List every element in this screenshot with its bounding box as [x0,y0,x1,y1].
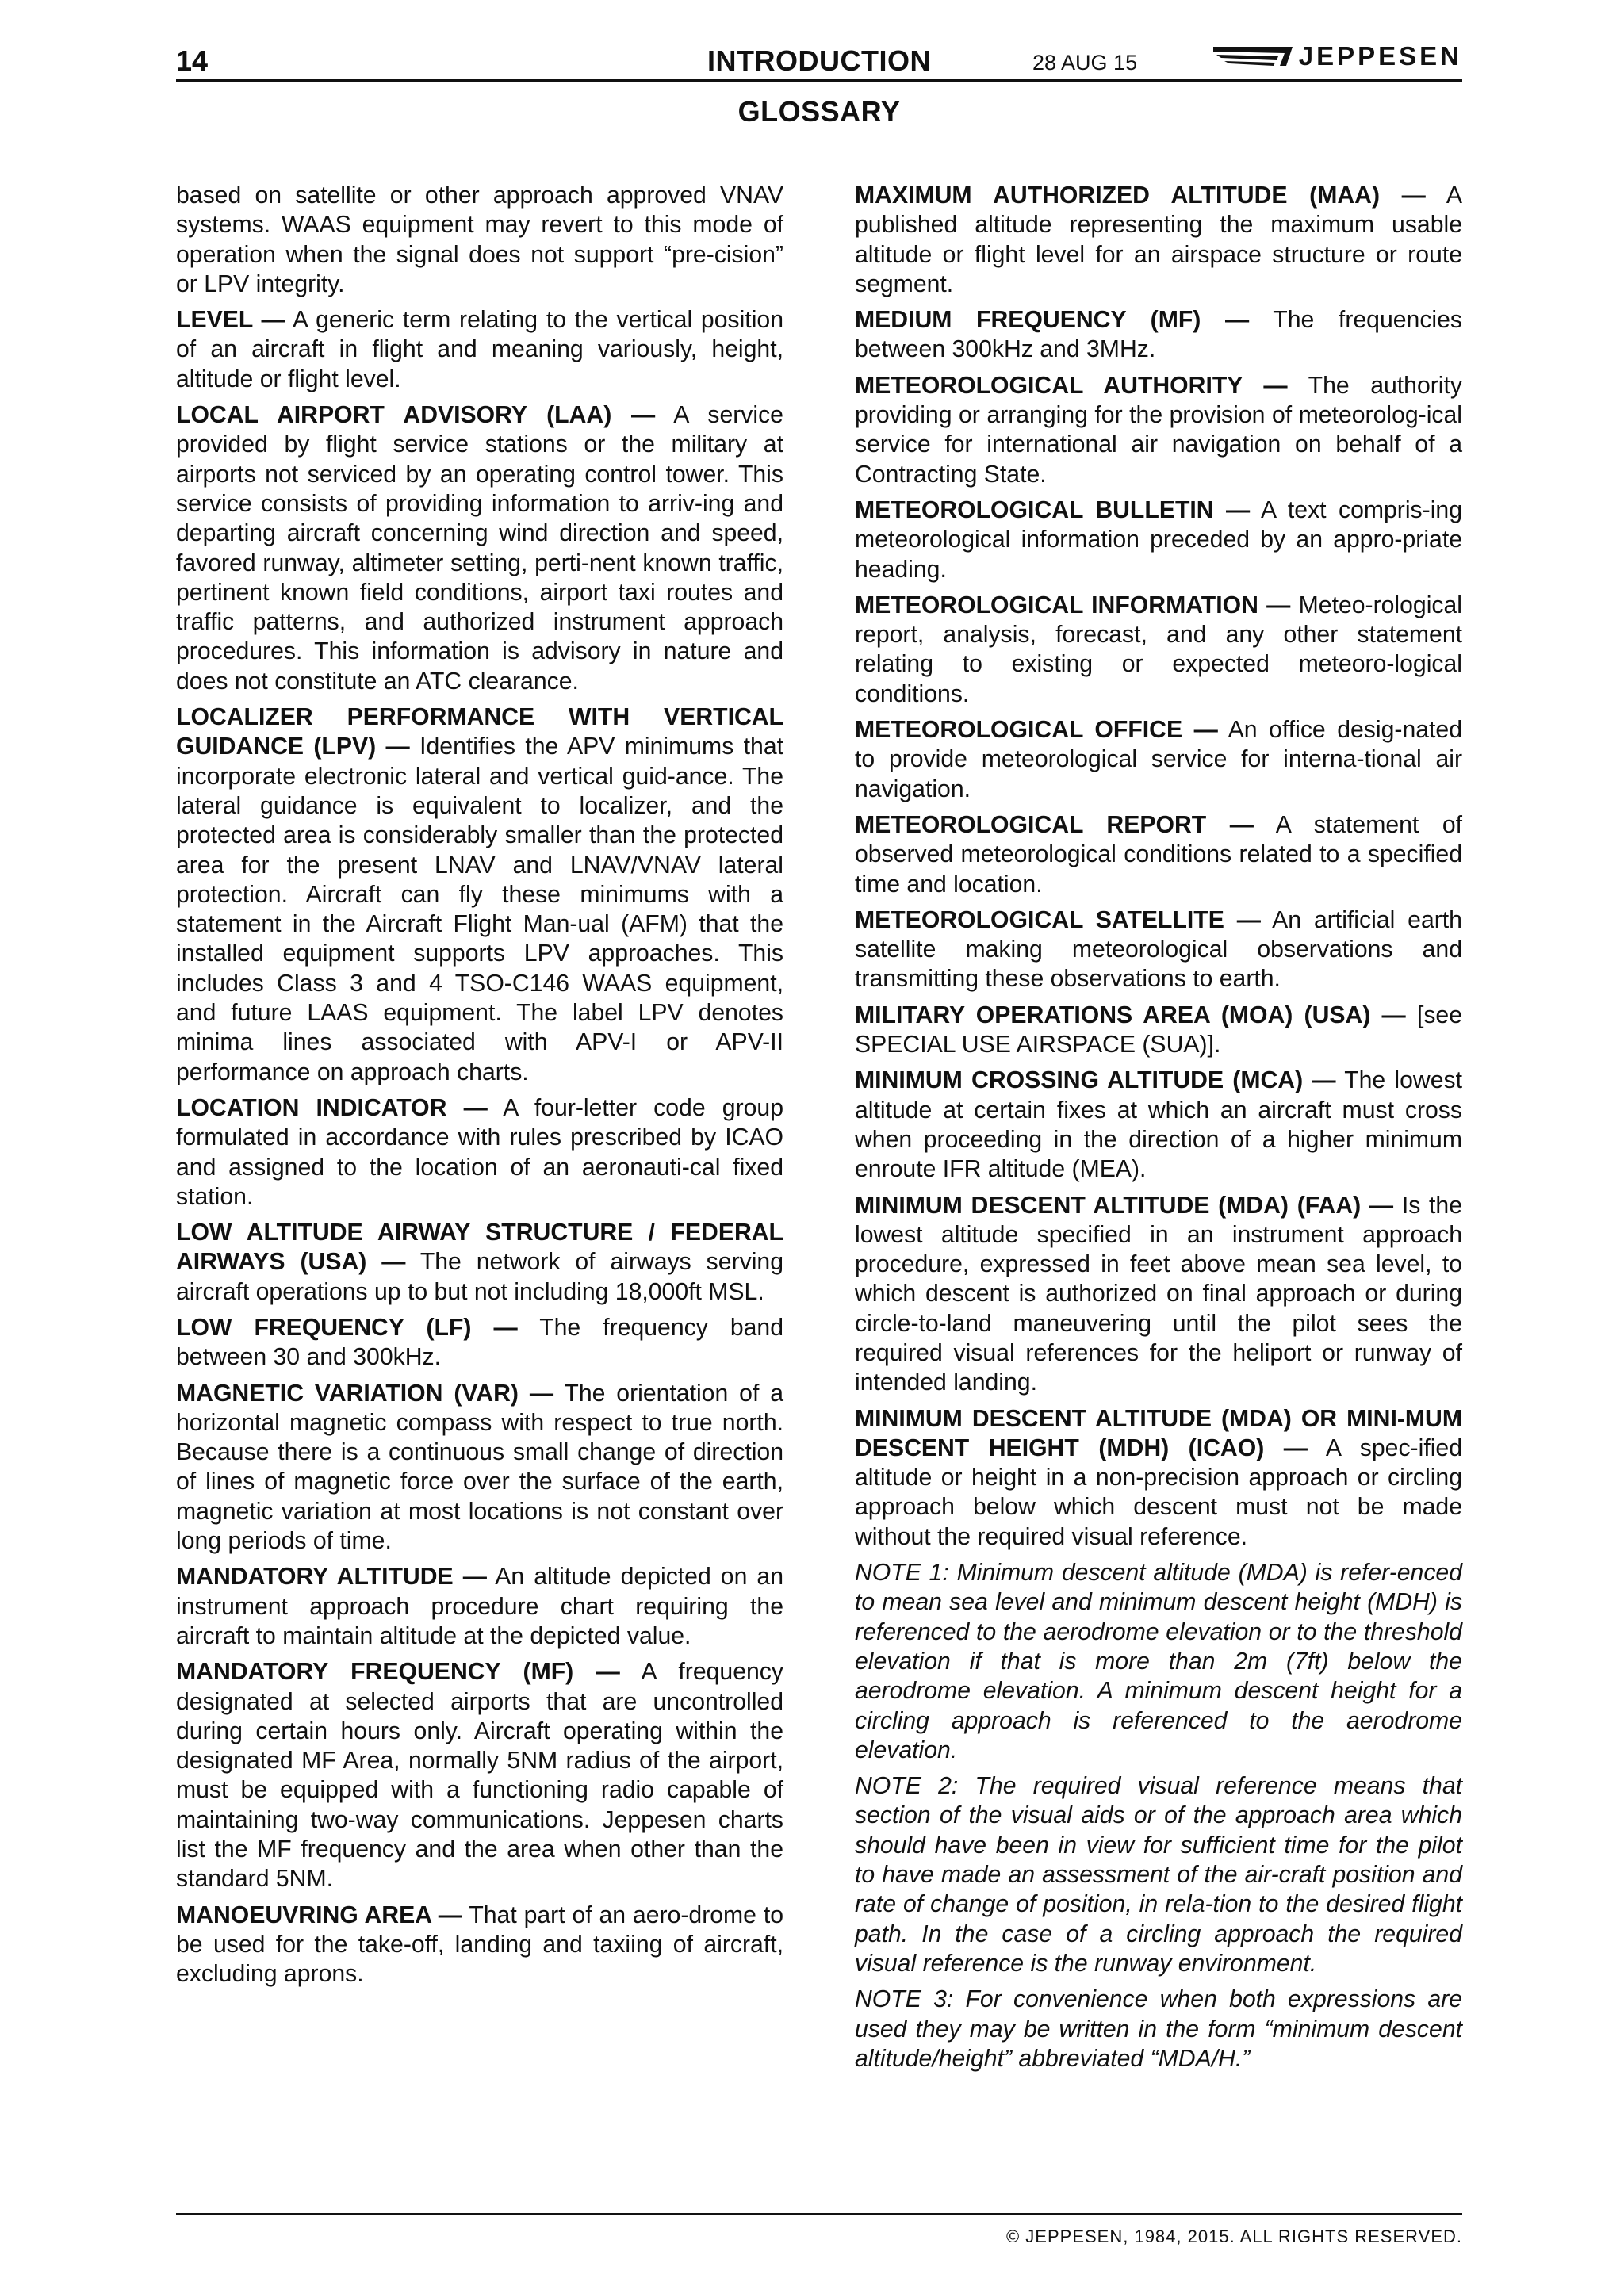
glossary-definition: Is the lowest altitude specified in an instrument approach procedure, expressed in feet above mean sea level, to which descent is authorized on final approach or during circle-to-land maneuvering until the pilot sees the required visual references for the heliport or runway of intended landing. [855,1192,1462,1396]
glossary-definition: A four-letter code group formulated in accordance with rules prescribed by ICAO and assigned to the location of an aeronauti-cal fixed station. [176,1094,783,1210]
glossary-definition: An office desig-nated to provide meteorological service for interna-tional air navigation. [855,717,1462,802]
glossary-entry [855,305,1462,365]
glossary-term: METEOROLOGICAL AUTHORITY — [855,372,1288,399]
glossary-entry [855,906,1462,994]
glossary-entry [176,305,783,394]
glossary-entry [855,1001,1462,1060]
glossary-entry [855,496,1462,584]
glossary-definition: The orientation of a horizontal magnetic compass with respect to true north. Because there is a continuous small change of direction of lines of magnetic force over the surface of the earth, magnetic variation at most locations is not constant over long periods of time. [176,1380,784,1555]
glossary-note: NOTE 3: For convenience when both expressions are used they may be written in the form “minimum descent altitude/height” abbreviated “MDA/H.” [855,1986,1462,2072]
glossary-term: LOCATION INDICATOR — [176,1094,488,1121]
glossary-entry [176,1562,783,1651]
copyright-notice: © JEPPESEN, 1984, 2015. ALL RIGHTS RESERVED. [1005,2226,1462,2246]
glossary-definition: The authority providing or arranging for the provision of meteorolog-ical service for international air navigation on behalf of a Contracting State. [855,372,1462,488]
glossary-definition: The network of airways serving aircraft operations up to but not including 18,000ft MSL. [176,1249,784,1305]
glossary-entry [855,371,1462,489]
glossary-definition: An altitude depicted on an instrument approach procedure chart requiring the aircraft to maintain altitude at the depicted value. [176,1564,783,1649]
glossary-entry [855,810,1462,899]
glossary-term: LOCALIZER PERFORMANCE WITH VERTICAL GUIDANCE (LPV) — [176,704,783,760]
glossary-term: MANDATORY ALTITUDE — [176,1564,487,1591]
header-rule [176,79,1462,82]
glossary-entry [855,591,1462,709]
glossary-definition: A statement of observed meteorological conditions related to a specified time and location. [855,811,1462,898]
glossary-term: MEDIUM FREQUENCY (MF) — [855,307,1250,334]
glossary-definition: That part of an aero-drome to be used for the take-off, landing and taxiing of aircraft, excluding aprons. [176,1901,784,1988]
glossary-definition: A text compris-ing meteorological information preceded by an appro-priate heading. [855,496,1462,583]
glossary-term: MINIMUM CROSSING ALTITUDE (MCA) — [855,1067,1336,1094]
glossary-definition: A generic term relating to the vertical position of an aircraft in flight and meaning variously, height, altitude or flight level. [176,307,783,392]
glossary-definition: The frequencies between 300kHz and 3MHz. [855,307,1462,363]
glossary-term: MAXIMUM AUTHORIZED ALTITUDE (MAA) — [855,182,1426,209]
glossary-entry [176,1218,783,1307]
glossary-entry [855,1066,1462,1184]
glossary-term: MINIMUM DESCENT ALTITUDE (MDA) (FAA) — [855,1192,1394,1219]
page-header [176,41,1462,82]
glossary-term: METEOROLOGICAL INFORMATION — [855,592,1291,618]
glossary-term: MANOEUVRING AREA — [176,1901,462,1928]
glossary-heading: GLOSSARY [737,95,901,128]
glossary-definition: The lowest altitude at certain fixes at which an aircraft must cross when proceeding in the direction of a higher minimum enroute IFR altitude (MEA). [855,1067,1462,1183]
glossary-entry [176,181,783,299]
page-number: 14 [176,44,209,77]
glossary-term: LOCAL AIRPORT ADVISORY (LAA) — [176,402,656,429]
glossary-definition: A service provided by flight service stations or the military at airports not serviced by an operating control tower. This service consists of providing information to arriv-ing and departing aircraft concerning wind direction and speed, favored runway, altimeter setting, perti-nent known traffic, pertinent known field conditions, airport taxi routes and traffic patterns, and authorized instrument approach procedures. This information is advisory in nature and does not constitute an ATC clearance. [176,402,783,695]
footer-rule [176,2213,1462,2215]
glossary-entry [176,1379,783,1556]
glossary-entry [176,1313,783,1373]
glossary-entry [855,715,1462,804]
glossary-term: LOW FREQUENCY (LF) — [176,1314,518,1341]
glossary-note: NOTE 1: Minimum descent altitude (MDA) is refer-enced to mean sea level and minimum descent height (MDH) is referenced to the aerodrome elevation or to the threshold elevation if that is more than 2m (7ft) below the aerodrome elevation. A minimum descent height for a circling approach is referenced to the aerodrome elevation. [855,1560,1462,1763]
glossary-term: MANDATORY FREQUENCY (MF) — [176,1659,620,1686]
glossary-entry [855,1191,1462,1398]
glossary-entry [855,181,1462,299]
glossary-entry [176,1901,783,1989]
jeppesen-wing-icon [1213,44,1294,68]
glossary-entry [176,703,783,1087]
glossary-term: METEOROLOGICAL OFFICE — [855,717,1218,744]
glossary-definition: Identifies the APV minimums that incorporate electronic lateral and vertical guid-ance. The lateral guidance is equivalent to localizer, and the protected area is considerably smaller than the protected area for the present LNAV and LNAV/VNAV lateral protection. Aircraft can fly these minimums with a statement in the Aircraft Flight Man-ual (AFM) that the installed equipment supports LPV approaches. This includes Class 3 and 4 TSO-C146 WAAS equipment, and future LAAS equipment. The label LPV denotes minima lines associated with APV-I or APV-II performance on approach charts. [176,733,784,1085]
header-date: 28 AUG 15 [1032,51,1138,75]
glossary-term: MAGNETIC VARIATION (VAR) — [176,1380,554,1407]
glossary-definition: A spec-ified altitude or height in a non-precision approach or circling approach below which descent must not be made without the required visual reference. [855,1434,1462,1550]
left-column [176,181,783,1996]
section-title: INTRODUCTION [707,44,931,77]
glossary-term: MINIMUM DESCENT ALTITUDE (MDA) OR MINI-MUM DESCENT HEIGHT (MDH) (ICAO) — [855,1405,1462,1461]
glossary-definition: A published altitude representing the maximum usable altitude or flight level for an airspace structure or route segment. [855,182,1462,297]
glossary-definition: An artificial earth satellite making meteorological observations and transmitting these observations to earth. [855,906,1462,993]
glossary-definition: The frequency band between 30 and 300kHz. [176,1314,784,1371]
glossary-definition: based on satellite or other approach approved VNAV systems. WAAS equipment may revert to this mode of operation when the signal does not support “pre-cision” or LPV integrity. [176,182,783,297]
glossary-term: METEOROLOGICAL REPORT — [855,811,1254,838]
glossary-term: METEOROLOGICAL SATELLITE — [855,906,1261,933]
glossary-entry [176,400,783,696]
glossary-entry [176,1657,783,1893]
brand-logo [1213,41,1462,71]
glossary-note: NOTE 2: The required visual reference means that section of the visual aids or of the approach area which should have been in view for sufficient time for the pilot to have made an assessment of the air-craft position and rate of change of position, in rela-tion to the desired flight path. In the case of a circling approach the required visual reference is the runway environment. [855,1773,1462,1977]
glossary-entry [176,1093,783,1212]
glossary-entry [855,1404,1462,1552]
glossary-term: LEVEL — [176,307,285,334]
glossary-definition: [see SPECIAL USE AIRSPACE (SUA)]. [855,1001,1462,1059]
glossary-term: MILITARY OPERATIONS AREA (MOA) (USA) — [855,1001,1406,1028]
glossary-definition: Meteo-rological report, analysis, forecast, and any other statement relating to existing or expected meteoro-logical conditions. [855,592,1463,707]
glossary-term: METEOROLOGICAL BULLETIN — [855,496,1251,523]
glossary-definition: A frequency designated at selected airports that are uncontrolled during certain hours only. Aircraft operating within the designated MF Area, normally 5NM radius of the airport, must be equipped with a functioning radio capable of maintaining two-way communications. Jeppesen charts list the MF frequency and the area when other than the standard 5NM. [176,1659,783,1893]
right-column [855,181,1462,2080]
glossary-term: LOW ALTITUDE AIRWAY STRUCTURE / FEDERAL AIRWAYS (USA) — [176,1219,783,1276]
brand-name: JEPPESEN [1298,41,1462,71]
